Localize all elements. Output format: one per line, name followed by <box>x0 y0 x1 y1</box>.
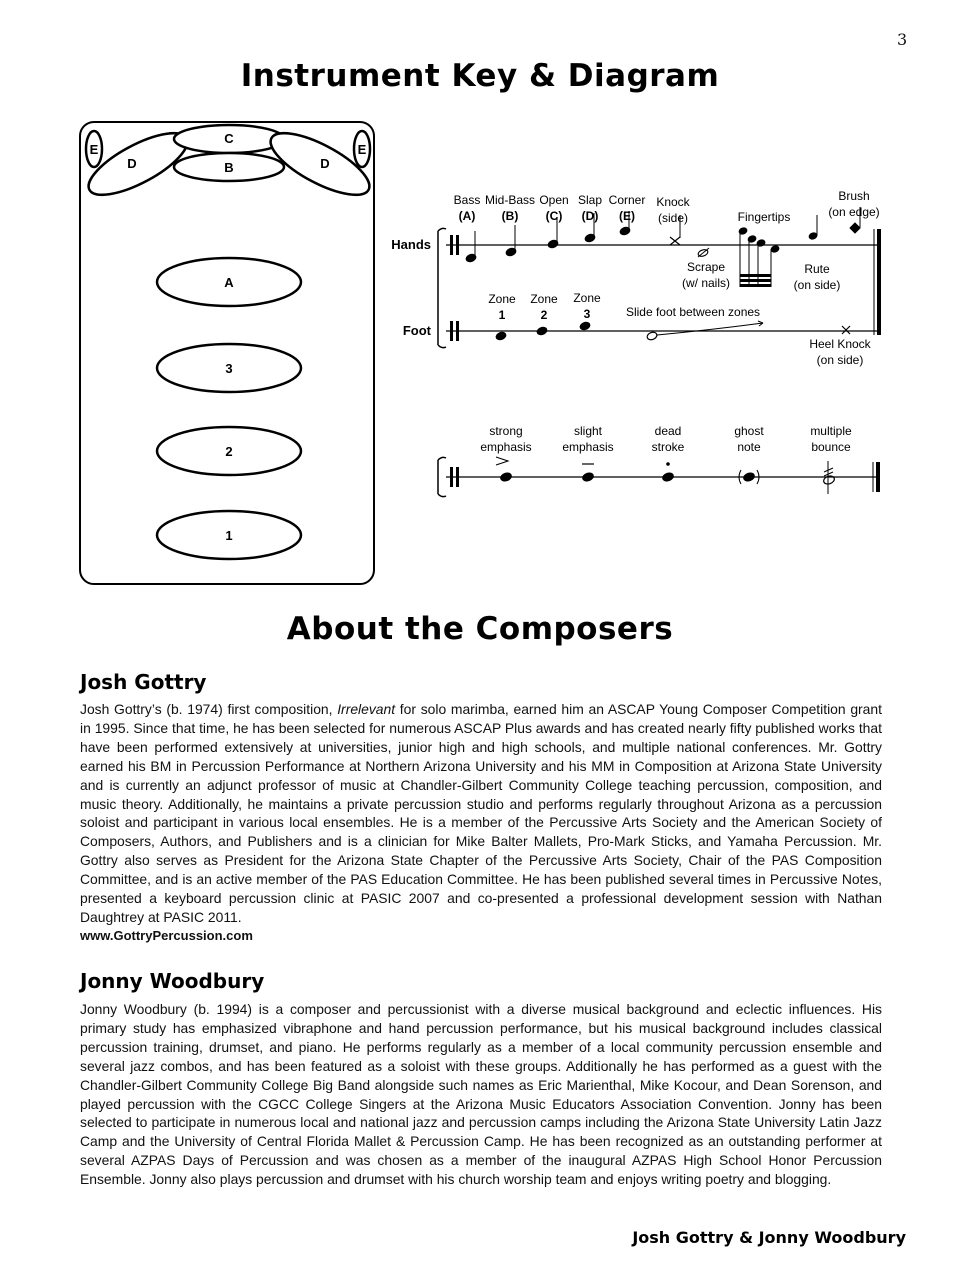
notation-label: (E) <box>619 209 635 223</box>
notation-label: (on edge) <box>828 205 880 219</box>
notation-label: Fingertips <box>737 210 791 224</box>
composer-bio-gottry <box>80 700 882 946</box>
articulation-label: dead <box>654 424 682 438</box>
articulation-key <box>430 420 890 510</box>
notation-label: (on side) <box>816 353 864 367</box>
notation-label: (D) <box>581 209 599 223</box>
footer-authors: Josh Gottry & Jonny Woodbury <box>632 1228 906 1247</box>
zone-label: C <box>224 131 234 146</box>
articulation-label: slight <box>573 424 603 438</box>
notation-label: (on side) <box>793 278 841 292</box>
notation-label: Slap <box>577 193 603 207</box>
note-knock <box>670 237 680 245</box>
articulation-label: strong <box>489 424 523 438</box>
note-slight-emphasis <box>582 472 595 483</box>
articulation-label: emphasis <box>480 440 532 454</box>
bio-text: Josh Gottry’s (b. 1974) first composition, <box>80 701 338 717</box>
zone-label: 3 <box>225 361 233 376</box>
notation-label: 1 <box>498 308 506 322</box>
articulation-label: emphasis <box>562 440 614 454</box>
notation-label: Zone <box>488 292 516 306</box>
instrument-diagram <box>78 120 376 586</box>
notation-label: Rute <box>804 262 830 276</box>
notation-label: (B) <box>501 209 519 223</box>
notation-label: Heel Knock <box>809 337 871 351</box>
note-dead-stroke <box>662 472 675 483</box>
zone-label: B <box>224 160 234 175</box>
staccato-dot <box>666 462 670 466</box>
note-zone-1 <box>495 331 507 341</box>
notation-label: (w/ nails) <box>681 276 731 290</box>
notation-label: Slide foot between zones <box>625 305 761 319</box>
notation-label: 2 <box>540 308 548 322</box>
notation-label: Corner <box>608 193 646 207</box>
articulation-label: bounce <box>811 440 851 454</box>
zone-label: E <box>357 142 367 157</box>
note-rute <box>808 232 818 240</box>
note-zone-2 <box>536 326 548 336</box>
notation-label: Scrape <box>686 260 726 274</box>
notation-label: Knock <box>656 195 690 209</box>
bio-text: for solo marimba, earned him an ASCAP Young Composer Competition grant in 1995. Since that time, he has been selected for numerous ASCAP Plus awards and has created nearly fifty published works that have been performed extensively at universities, junior high and high schools, and multiple national conferences. Mr. Gottry earned his BM in Percussion Performance at Northern Arizona University and his MM in Composition at Arizona State University and is currently an adjunct professor of music at Chandler-Gilbert Community College teaching percussion, composition, and music theory. Additionally, he maintains a private percussion studio and performs regularly throughout Arizona as a percussion soloist and participant in various local ensembles. He is a member of the Percussive Arts Society and the American Society of Composers, Authors, and Publishers and is a clinician for Mike Balter Mallets, Pro-Mark Sticks, and Yamaha Percussion. Mr. Gottry also serves as President for the Arizona State Chapter of the Percussive Arts Society, Chair of the PAS Composition Committee, and is an active member of the PAS Education Committee. He has been published several times in Percussive Notes, presented a keyboard percussion clinic at PASIC 2007 and co-presented a professional development session with Nathan Daughtrey at PASIC 2011. <box>80 701 882 925</box>
notation-label: Zone <box>530 292 558 306</box>
notation-label: Brush <box>838 189 870 203</box>
notation-label: (C) <box>545 209 563 223</box>
percussion-clef <box>450 321 453 341</box>
note-ghost <box>743 472 756 483</box>
note-heel-knock <box>842 326 850 334</box>
articulation-label: multiple <box>810 424 852 438</box>
composer-name-gottry: Josh Gottry <box>80 670 207 694</box>
accent-mark <box>496 457 508 465</box>
notation-label: Mid-Bass <box>484 193 536 207</box>
hands-staff-label: Hands <box>391 237 431 252</box>
composer-name-woodbury: Jonny Woodbury <box>80 969 265 993</box>
composition-title: Irrelevant <box>337 701 396 717</box>
articulation-label: note <box>737 440 761 454</box>
note-slide <box>646 331 658 341</box>
composers-heading: About the Composers <box>286 611 674 647</box>
zone-label: D <box>127 156 137 171</box>
zone-label: 1 <box>225 528 233 543</box>
notation-label: (A) <box>458 209 476 223</box>
final-barline <box>877 229 881 335</box>
articulation-label: stroke <box>651 440 685 454</box>
notation-label: Open <box>539 193 569 207</box>
note-zone-3 <box>579 321 591 331</box>
zone-label: D <box>320 156 330 171</box>
diagram-heading: Instrument Key & Diagram <box>240 58 720 94</box>
website-link[interactable]: www.GottryPercussion.com <box>80 927 253 943</box>
note-strong-emphasis <box>500 472 513 483</box>
zone-label: 2 <box>225 444 233 459</box>
articulation-label: ghost <box>734 424 764 438</box>
zone-label: A <box>224 275 234 290</box>
notation-label: Zone <box>573 291 601 305</box>
notation-label: Bass <box>453 193 481 207</box>
page-number: 3 <box>897 30 908 49</box>
final-barline <box>876 462 880 492</box>
composer-bio-woodbury: Jonny Woodbury (b. 1994) is a composer and percussionist with a diverse musical background and eclectic influences. His primary study has emphasized vibraphone and hand percussion performance, but his musical background includes classical percussion training, drumset, and piano. He performs regularly as a member of a local community percussion ensemble and several jazz combos, and has been featured as a soloist with these groups. Additionally he has performed as a guest with the Chandler-Gilbert Community College Big Band alongside such names as Eric Marienthal, Mike Kocour, and Dean Sorenson, and played percussion with the CGCC College Singers at the Arizona Music Educators Association Convention. Jonny has been selected to participate in numerous local and national jazz and percussion camps including the Arizona State University Latin Jazz Camp and the University of Central Florida Mallet & Percussion Camp. He has been recognized as an outstanding performer at several AZPAS Days of Percussion and was chosen as a member of the inaugural AZPAS High School Honor Percussion Ensemble. Jonny also plays percussion and drumset with his church worship team and enjoys writing poetry and blogging. <box>80 1001 882 1188</box>
percussion-clef <box>450 235 453 255</box>
foot-staff-label: Foot <box>402 323 431 338</box>
notation-label: (side) <box>657 211 689 225</box>
percussion-clef <box>450 467 453 487</box>
notation-key <box>380 185 900 375</box>
notation-label: 3 <box>583 307 591 321</box>
zone-label: E <box>89 142 99 157</box>
note-brush <box>850 223 860 233</box>
